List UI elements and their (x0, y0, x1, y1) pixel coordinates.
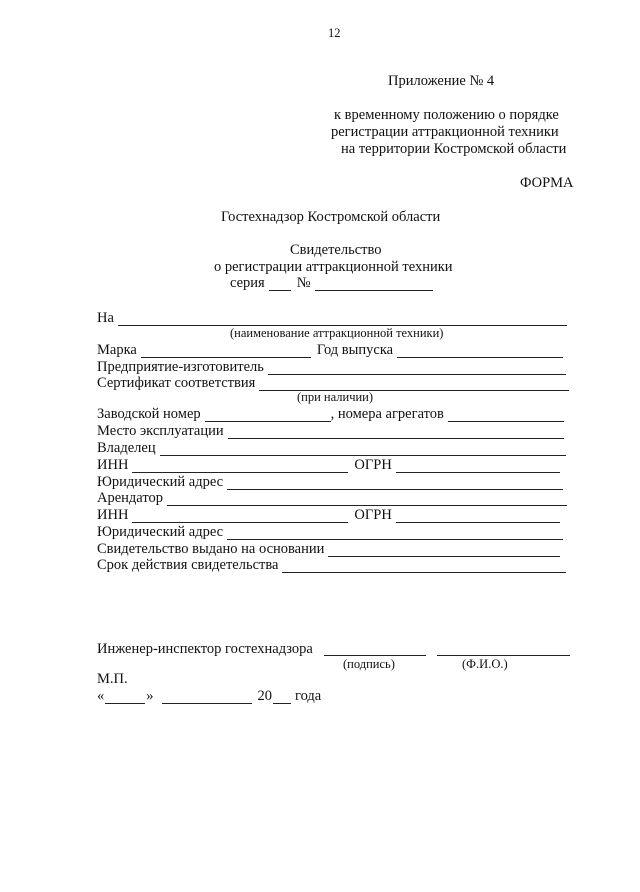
units-blank[interactable] (448, 409, 564, 422)
document-title: Свидетельство (290, 242, 382, 258)
manufacturer-blank[interactable] (268, 362, 566, 375)
year-prefix: 20 (257, 688, 272, 704)
manufacturer-label: Предприятие-изготовитель (97, 359, 264, 375)
basis-blank[interactable] (328, 544, 560, 557)
subtitle-line-2: регистрации аттракционной техники (331, 124, 559, 140)
signature-blank[interactable] (324, 655, 426, 656)
authority-name: Гостехнадзор Костромской области (221, 209, 441, 225)
certificate-blank[interactable] (259, 378, 569, 391)
units-label: , номера агрегатов (330, 406, 444, 422)
day-blank[interactable] (105, 691, 145, 704)
row-tenant-address (97, 525, 563, 540)
document-subtitle: о регистрации аттракционной техники (214, 259, 453, 275)
row-basis (97, 542, 560, 557)
row-brand (97, 343, 563, 358)
form-label: ФОРМА (520, 175, 574, 191)
row-location (97, 424, 564, 439)
tenant-ogrn-blank[interactable] (396, 510, 560, 523)
owner-inn-label: ИНН (97, 457, 129, 473)
location-label: Место эксплуатации (97, 423, 224, 439)
subtitle-line-1: к временному положению о порядке (334, 107, 559, 123)
na-label: На (97, 310, 114, 326)
validity-blank[interactable] (282, 560, 566, 573)
row-manufacturer (97, 360, 566, 375)
tenant-label: Арендатор (97, 490, 164, 506)
signature-hint: (подпись) (343, 657, 395, 671)
inspector-role: Инженер-инспектор гостехнадзора (97, 641, 313, 657)
certificate-label: Сертификат соответствия (97, 375, 256, 391)
tenant-inn-label: ИНН (97, 507, 129, 523)
brand-blank[interactable] (141, 345, 311, 358)
row-tenant (97, 491, 567, 506)
serial-blank[interactable] (205, 409, 331, 422)
owner-address-blank[interactable] (227, 477, 563, 490)
month-blank[interactable] (162, 691, 252, 704)
series-blank[interactable] (269, 278, 291, 291)
date-open-quote: « (97, 688, 105, 704)
na-blank[interactable] (118, 313, 567, 326)
year-blank[interactable] (397, 345, 563, 358)
year-suffix: года (295, 688, 322, 704)
series-row (230, 276, 433, 291)
validity-label: Срок действия свидетельства (97, 557, 279, 573)
row-certificate (97, 376, 569, 391)
owner-ogrn-blank[interactable] (396, 460, 560, 473)
year-label: Год выпуска (316, 342, 394, 358)
serial-label: Заводской номер (97, 406, 201, 422)
tenant-ogrn-label: ОГРН (354, 507, 392, 523)
row-owner-address (97, 475, 563, 490)
number-label: № (296, 275, 311, 291)
date-row (97, 689, 321, 704)
number-blank[interactable] (315, 278, 433, 291)
brand-label: Марка (97, 342, 137, 358)
appendix-label: Приложение № 4 (388, 73, 495, 89)
row-na (97, 311, 567, 326)
page-number: 12 (328, 26, 341, 40)
row-owner-inn (97, 458, 560, 473)
series-label: серия (230, 275, 265, 291)
certificate-hint: (при наличии) (297, 390, 374, 404)
row-validity (97, 558, 566, 573)
owner-blank[interactable] (160, 443, 566, 456)
tenant-address-label: Юридический адрес (97, 524, 224, 540)
tenant-inn-blank[interactable] (132, 510, 348, 523)
year-digits-blank[interactable] (273, 691, 291, 704)
owner-inn-blank[interactable] (132, 460, 348, 473)
basis-label: Свидетельство выдано на основании (97, 541, 325, 557)
tenant-address-blank[interactable] (227, 527, 563, 540)
row-tenant-inn (97, 508, 560, 523)
date-close-quote: » (146, 688, 154, 704)
subtitle-line-3: на территории Костромской области (341, 141, 567, 157)
owner-address-label: Юридический адрес (97, 474, 224, 490)
location-blank[interactable] (228, 426, 564, 439)
row-owner (97, 441, 566, 456)
name-blank[interactable] (437, 655, 570, 656)
owner-label: Владелец (97, 440, 156, 456)
na-hint: (наименование аттракционной техники) (230, 326, 444, 340)
tenant-blank[interactable] (167, 493, 567, 506)
name-hint: (Ф.И.О.) (462, 657, 508, 671)
stamp-label: М.П. (97, 671, 128, 687)
row-serial (97, 407, 564, 422)
owner-ogrn-label: ОГРН (354, 457, 392, 473)
